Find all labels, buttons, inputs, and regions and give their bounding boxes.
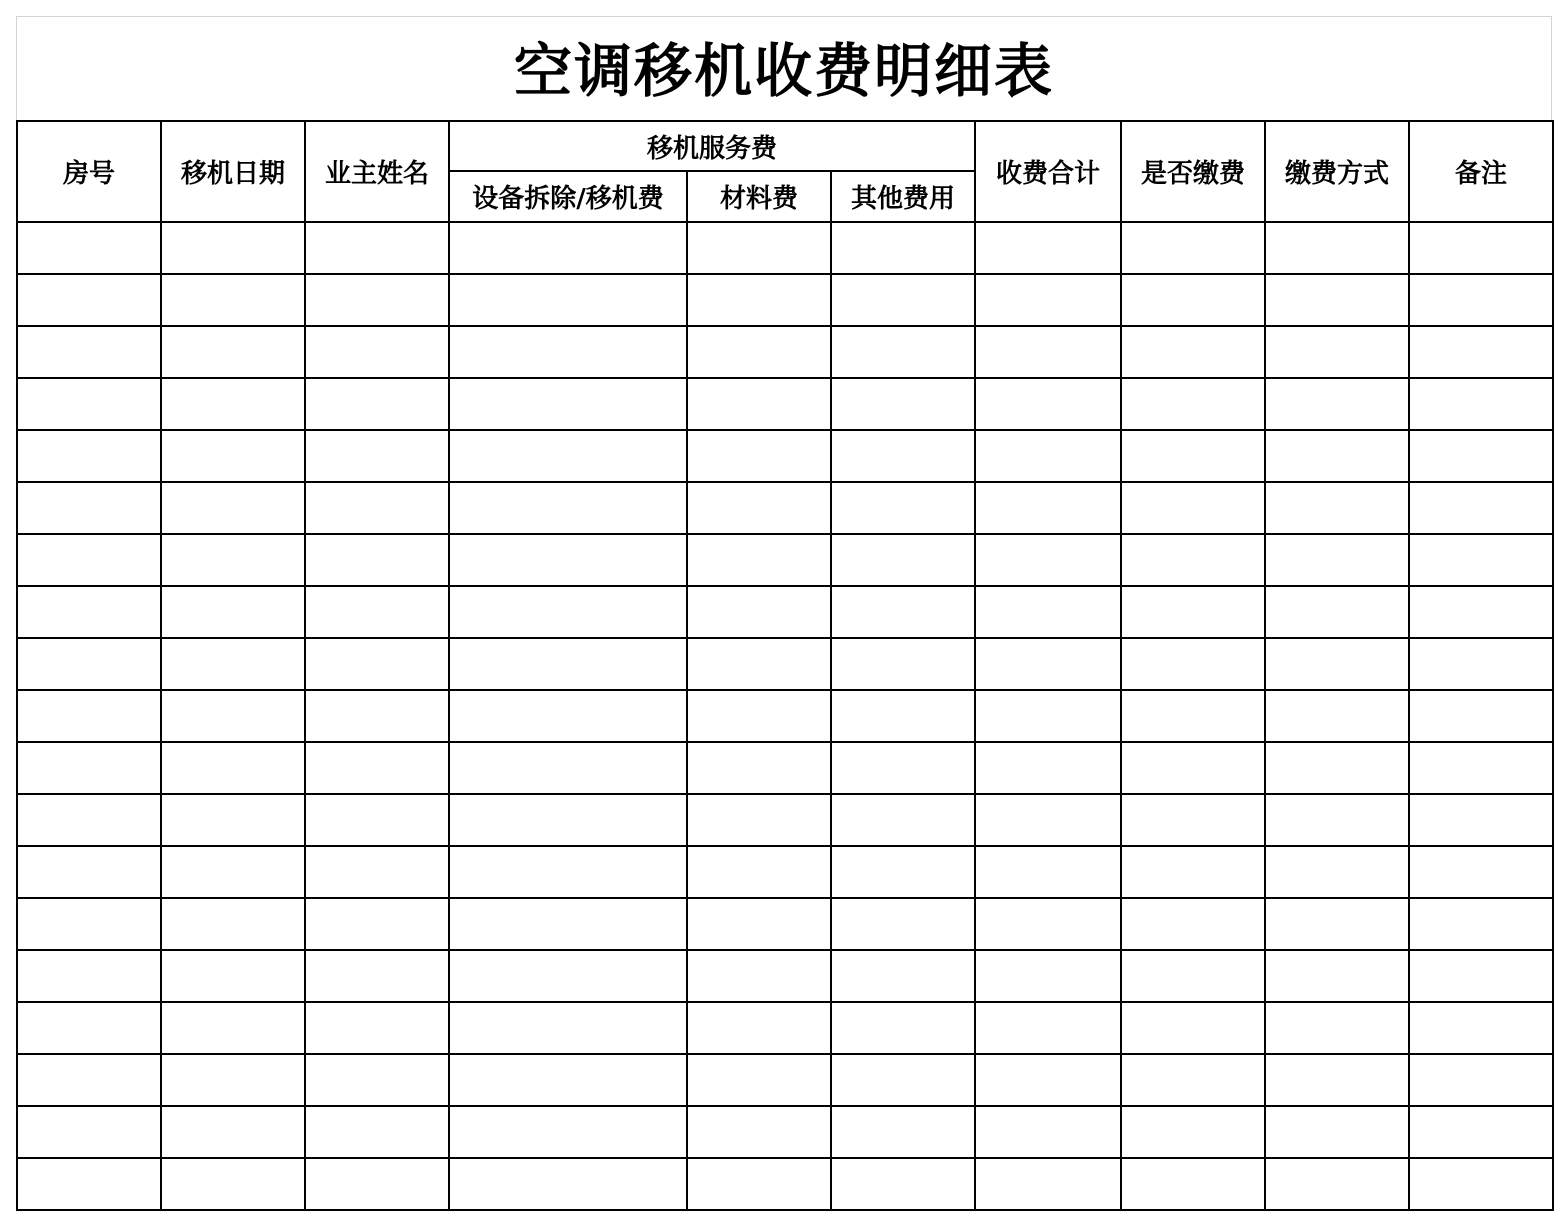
table-row: [17, 794, 1553, 846]
cell-removal-fee[interactable]: [449, 378, 687, 430]
cell-material-fee[interactable]: [687, 846, 831, 898]
cell-room-no[interactable]: [17, 638, 161, 690]
cell-material-fee[interactable]: [687, 1002, 831, 1054]
table-row: [17, 1002, 1553, 1054]
cell-paid[interactable]: [1121, 274, 1265, 326]
table-row: [17, 378, 1553, 430]
cell-pay-method[interactable]: [1265, 430, 1409, 482]
cell-move-date[interactable]: [161, 846, 305, 898]
cell-removal-fee[interactable]: [449, 326, 687, 378]
cell-material-fee[interactable]: [687, 586, 831, 638]
cell-move-date[interactable]: [161, 1002, 305, 1054]
cell-room-no[interactable]: [17, 690, 161, 742]
table-body: [17, 222, 1553, 1210]
table-row: [17, 222, 1553, 274]
cell-material-fee[interactable]: [687, 1158, 831, 1210]
cell-total[interactable]: [975, 222, 1121, 274]
cell-removal-fee[interactable]: [449, 1158, 687, 1210]
cell-paid[interactable]: [1121, 534, 1265, 586]
cell-other-fee[interactable]: [831, 898, 975, 950]
header-service-fee-group[interactable]: 移机服务费: [449, 121, 975, 171]
cell-owner-name[interactable]: [305, 222, 449, 274]
cell-move-date[interactable]: [161, 638, 305, 690]
cell-room-no[interactable]: [17, 534, 161, 586]
cell-room-no[interactable]: [17, 378, 161, 430]
cell-room-no[interactable]: [17, 898, 161, 950]
cell-remarks[interactable]: [1409, 742, 1553, 794]
cell-room-no[interactable]: [17, 742, 161, 794]
table-row: [17, 1054, 1553, 1106]
cell-paid[interactable]: [1121, 1054, 1265, 1106]
cell-total[interactable]: [975, 274, 1121, 326]
cell-total[interactable]: [975, 742, 1121, 794]
table-row: [17, 326, 1553, 378]
cell-owner-name[interactable]: [305, 1054, 449, 1106]
cell-move-date[interactable]: [161, 950, 305, 1002]
cell-total[interactable]: [975, 326, 1121, 378]
cell-remarks[interactable]: [1409, 794, 1553, 846]
cell-material-fee[interactable]: [687, 690, 831, 742]
cell-paid[interactable]: [1121, 794, 1265, 846]
cell-remarks[interactable]: [1409, 430, 1553, 482]
cell-room-no[interactable]: [17, 950, 161, 1002]
cell-move-date[interactable]: [161, 742, 305, 794]
cell-paid[interactable]: [1121, 638, 1265, 690]
cell-paid[interactable]: [1121, 430, 1265, 482]
cell-other-fee[interactable]: [831, 1106, 975, 1158]
cell-pay-method[interactable]: [1265, 378, 1409, 430]
header-move-date[interactable]: 移机日期: [161, 121, 305, 222]
cell-remarks[interactable]: [1409, 482, 1553, 534]
cell-removal-fee[interactable]: [449, 638, 687, 690]
cell-owner-name[interactable]: [305, 898, 449, 950]
cell-room-no[interactable]: [17, 1054, 161, 1106]
cell-removal-fee[interactable]: [449, 846, 687, 898]
cell-owner-name[interactable]: [305, 586, 449, 638]
cell-total[interactable]: [975, 794, 1121, 846]
cell-pay-method[interactable]: [1265, 482, 1409, 534]
header-material-fee[interactable]: 材料费: [687, 171, 831, 222]
cell-total[interactable]: [975, 378, 1121, 430]
cell-pay-method[interactable]: [1265, 1106, 1409, 1158]
cell-paid[interactable]: [1121, 326, 1265, 378]
cell-other-fee[interactable]: [831, 430, 975, 482]
cell-room-no[interactable]: [17, 430, 161, 482]
cell-owner-name[interactable]: [305, 1158, 449, 1210]
cell-move-date[interactable]: [161, 586, 305, 638]
cell-move-date[interactable]: [161, 794, 305, 846]
cell-other-fee[interactable]: [831, 950, 975, 1002]
cell-material-fee[interactable]: [687, 274, 831, 326]
cell-paid[interactable]: [1121, 846, 1265, 898]
cell-removal-fee[interactable]: [449, 1106, 687, 1158]
table-row: [17, 1158, 1553, 1210]
header-other-fee[interactable]: 其他费用: [831, 171, 975, 222]
cell-removal-fee[interactable]: [449, 1002, 687, 1054]
header-room-no[interactable]: 房号: [17, 121, 161, 222]
table-row: [17, 430, 1553, 482]
cell-room-no[interactable]: [17, 482, 161, 534]
cell-total[interactable]: [975, 1106, 1121, 1158]
header-total[interactable]: 收费合计: [975, 121, 1121, 222]
table-row: [17, 1106, 1553, 1158]
cell-removal-fee[interactable]: [449, 742, 687, 794]
cell-move-date[interactable]: [161, 482, 305, 534]
cell-owner-name[interactable]: [305, 638, 449, 690]
cell-removal-fee[interactable]: [449, 274, 687, 326]
cell-pay-method[interactable]: [1265, 690, 1409, 742]
cell-removal-fee[interactable]: [449, 586, 687, 638]
table-row: [17, 898, 1553, 950]
cell-pay-method[interactable]: [1265, 1002, 1409, 1054]
cell-other-fee[interactable]: [831, 274, 975, 326]
table-row: [17, 638, 1553, 690]
cell-owner-name[interactable]: [305, 274, 449, 326]
cell-paid[interactable]: [1121, 1106, 1265, 1158]
cell-remarks[interactable]: [1409, 1002, 1553, 1054]
cell-pay-method[interactable]: [1265, 846, 1409, 898]
header-pay-method[interactable]: 缴费方式: [1265, 121, 1409, 222]
cell-total[interactable]: [975, 1054, 1121, 1106]
cell-remarks[interactable]: [1409, 846, 1553, 898]
cell-owner-name[interactable]: [305, 430, 449, 482]
cell-other-fee[interactable]: [831, 638, 975, 690]
table-row: [17, 586, 1553, 638]
cell-paid[interactable]: [1121, 1158, 1265, 1210]
cell-material-fee[interactable]: [687, 534, 831, 586]
table-row: [17, 950, 1553, 1002]
cell-move-date[interactable]: [161, 690, 305, 742]
cell-other-fee[interactable]: [831, 846, 975, 898]
cell-owner-name[interactable]: [305, 378, 449, 430]
cell-remarks[interactable]: [1409, 274, 1553, 326]
cell-remarks[interactable]: [1409, 1054, 1553, 1106]
cell-owner-name[interactable]: [305, 326, 449, 378]
header-paid[interactable]: 是否缴费: [1121, 121, 1265, 222]
cell-room-no[interactable]: [17, 1002, 161, 1054]
cell-paid[interactable]: [1121, 898, 1265, 950]
cell-removal-fee[interactable]: [449, 794, 687, 846]
table-row: [17, 690, 1553, 742]
cell-total[interactable]: [975, 898, 1121, 950]
cell-other-fee[interactable]: [831, 1054, 975, 1106]
cell-total[interactable]: [975, 430, 1121, 482]
cell-other-fee[interactable]: [831, 794, 975, 846]
cell-owner-name[interactable]: [305, 846, 449, 898]
cell-material-fee[interactable]: [687, 378, 831, 430]
cell-remarks[interactable]: [1409, 1106, 1553, 1158]
cell-material-fee[interactable]: [687, 1106, 831, 1158]
cell-removal-fee[interactable]: [449, 430, 687, 482]
cell-material-fee[interactable]: [687, 326, 831, 378]
cell-pay-method[interactable]: [1265, 1054, 1409, 1106]
table-row: [17, 846, 1553, 898]
cell-remarks[interactable]: [1409, 638, 1553, 690]
cell-pay-method[interactable]: [1265, 950, 1409, 1002]
cell-room-no[interactable]: [17, 274, 161, 326]
header-owner-name[interactable]: 业主姓名: [305, 121, 449, 222]
table-row: [17, 482, 1553, 534]
cell-owner-name[interactable]: [305, 482, 449, 534]
cell-move-date[interactable]: [161, 274, 305, 326]
cell-pay-method[interactable]: [1265, 274, 1409, 326]
cell-pay-method[interactable]: [1265, 638, 1409, 690]
cell-material-fee[interactable]: [687, 898, 831, 950]
page-title: 空调移机收费明细表: [513, 36, 1054, 105]
cell-room-no[interactable]: [17, 326, 161, 378]
cell-removal-fee[interactable]: [449, 898, 687, 950]
cell-remarks[interactable]: [1409, 586, 1553, 638]
cell-paid[interactable]: [1121, 586, 1265, 638]
cell-remarks[interactable]: [1409, 950, 1553, 1002]
cell-material-fee[interactable]: [687, 950, 831, 1002]
cell-move-date[interactable]: [161, 222, 305, 274]
cell-total[interactable]: [975, 586, 1121, 638]
cell-paid[interactable]: [1121, 222, 1265, 274]
table-row: [17, 534, 1553, 586]
cell-paid[interactable]: [1121, 1002, 1265, 1054]
cell-other-fee[interactable]: [831, 482, 975, 534]
cell-other-fee[interactable]: [831, 378, 975, 430]
cell-owner-name[interactable]: [305, 1106, 449, 1158]
cell-pay-method[interactable]: [1265, 534, 1409, 586]
cell-move-date[interactable]: [161, 326, 305, 378]
cell-pay-method[interactable]: [1265, 794, 1409, 846]
title-cell[interactable]: [16, 16, 1552, 120]
header-row-1: [17, 121, 1553, 171]
cell-owner-name[interactable]: [305, 534, 449, 586]
cell-remarks[interactable]: [1409, 534, 1553, 586]
cell-other-fee[interactable]: [831, 222, 975, 274]
cell-paid[interactable]: [1121, 742, 1265, 794]
cell-paid[interactable]: [1121, 378, 1265, 430]
cell-other-fee[interactable]: [831, 326, 975, 378]
cell-owner-name[interactable]: [305, 950, 449, 1002]
cell-remarks[interactable]: [1409, 326, 1553, 378]
cell-removal-fee[interactable]: [449, 222, 687, 274]
cell-material-fee[interactable]: [687, 794, 831, 846]
cell-removal-fee[interactable]: [449, 534, 687, 586]
cell-total[interactable]: [975, 950, 1121, 1002]
cell-room-no[interactable]: [17, 1158, 161, 1210]
cell-total[interactable]: [975, 482, 1121, 534]
cell-move-date[interactable]: [161, 1106, 305, 1158]
cell-other-fee[interactable]: [831, 1158, 975, 1210]
table-row: [17, 274, 1553, 326]
cell-pay-method[interactable]: [1265, 222, 1409, 274]
cell-move-date[interactable]: [161, 1054, 305, 1106]
cell-remarks[interactable]: [1409, 690, 1553, 742]
cell-room-no[interactable]: [17, 846, 161, 898]
cell-pay-method[interactable]: [1265, 1158, 1409, 1210]
cell-move-date[interactable]: [161, 1158, 305, 1210]
cell-room-no[interactable]: [17, 586, 161, 638]
cell-material-fee[interactable]: [687, 742, 831, 794]
cell-total[interactable]: [975, 846, 1121, 898]
cell-pay-method[interactable]: [1265, 742, 1409, 794]
table-row: [17, 742, 1553, 794]
cell-total[interactable]: [975, 690, 1121, 742]
fee-sheet: [16, 16, 1552, 1212]
cell-paid[interactable]: [1121, 690, 1265, 742]
cell-owner-name[interactable]: [305, 1002, 449, 1054]
cell-room-no[interactable]: [17, 794, 161, 846]
cell-paid[interactable]: [1121, 950, 1265, 1002]
cell-material-fee[interactable]: [687, 222, 831, 274]
cell-owner-name[interactable]: [305, 690, 449, 742]
cell-other-fee[interactable]: [831, 742, 975, 794]
cell-other-fee[interactable]: [831, 534, 975, 586]
cell-remarks[interactable]: [1409, 378, 1553, 430]
cell-room-no[interactable]: [17, 222, 161, 274]
cell-material-fee[interactable]: [687, 430, 831, 482]
cell-pay-method[interactable]: [1265, 586, 1409, 638]
cell-total[interactable]: [975, 1002, 1121, 1054]
cell-removal-fee[interactable]: [449, 1054, 687, 1106]
header-removal-fee[interactable]: 设备拆除/移机费: [449, 171, 687, 222]
cell-material-fee[interactable]: [687, 1054, 831, 1106]
fee-table: [16, 120, 1554, 1211]
cell-material-fee[interactable]: [687, 638, 831, 690]
cell-remarks[interactable]: [1409, 222, 1553, 274]
cell-total[interactable]: [975, 1158, 1121, 1210]
cell-total[interactable]: [975, 534, 1121, 586]
cell-other-fee[interactable]: [831, 586, 975, 638]
cell-move-date[interactable]: [161, 378, 305, 430]
cell-other-fee[interactable]: [831, 1002, 975, 1054]
cell-removal-fee[interactable]: [449, 690, 687, 742]
cell-move-date[interactable]: [161, 430, 305, 482]
cell-pay-method[interactable]: [1265, 326, 1409, 378]
cell-move-date[interactable]: [161, 534, 305, 586]
cell-remarks[interactable]: [1409, 1158, 1553, 1210]
cell-paid[interactable]: [1121, 482, 1265, 534]
cell-move-date[interactable]: [161, 898, 305, 950]
header-remarks[interactable]: 备注: [1409, 121, 1553, 222]
cell-owner-name[interactable]: [305, 742, 449, 794]
cell-removal-fee[interactable]: [449, 950, 687, 1002]
cell-owner-name[interactable]: [305, 794, 449, 846]
cell-material-fee[interactable]: [687, 482, 831, 534]
cell-total[interactable]: [975, 638, 1121, 690]
cell-removal-fee[interactable]: [449, 482, 687, 534]
cell-room-no[interactable]: [17, 1106, 161, 1158]
cell-remarks[interactable]: [1409, 898, 1553, 950]
cell-pay-method[interactable]: [1265, 898, 1409, 950]
cell-other-fee[interactable]: [831, 690, 975, 742]
